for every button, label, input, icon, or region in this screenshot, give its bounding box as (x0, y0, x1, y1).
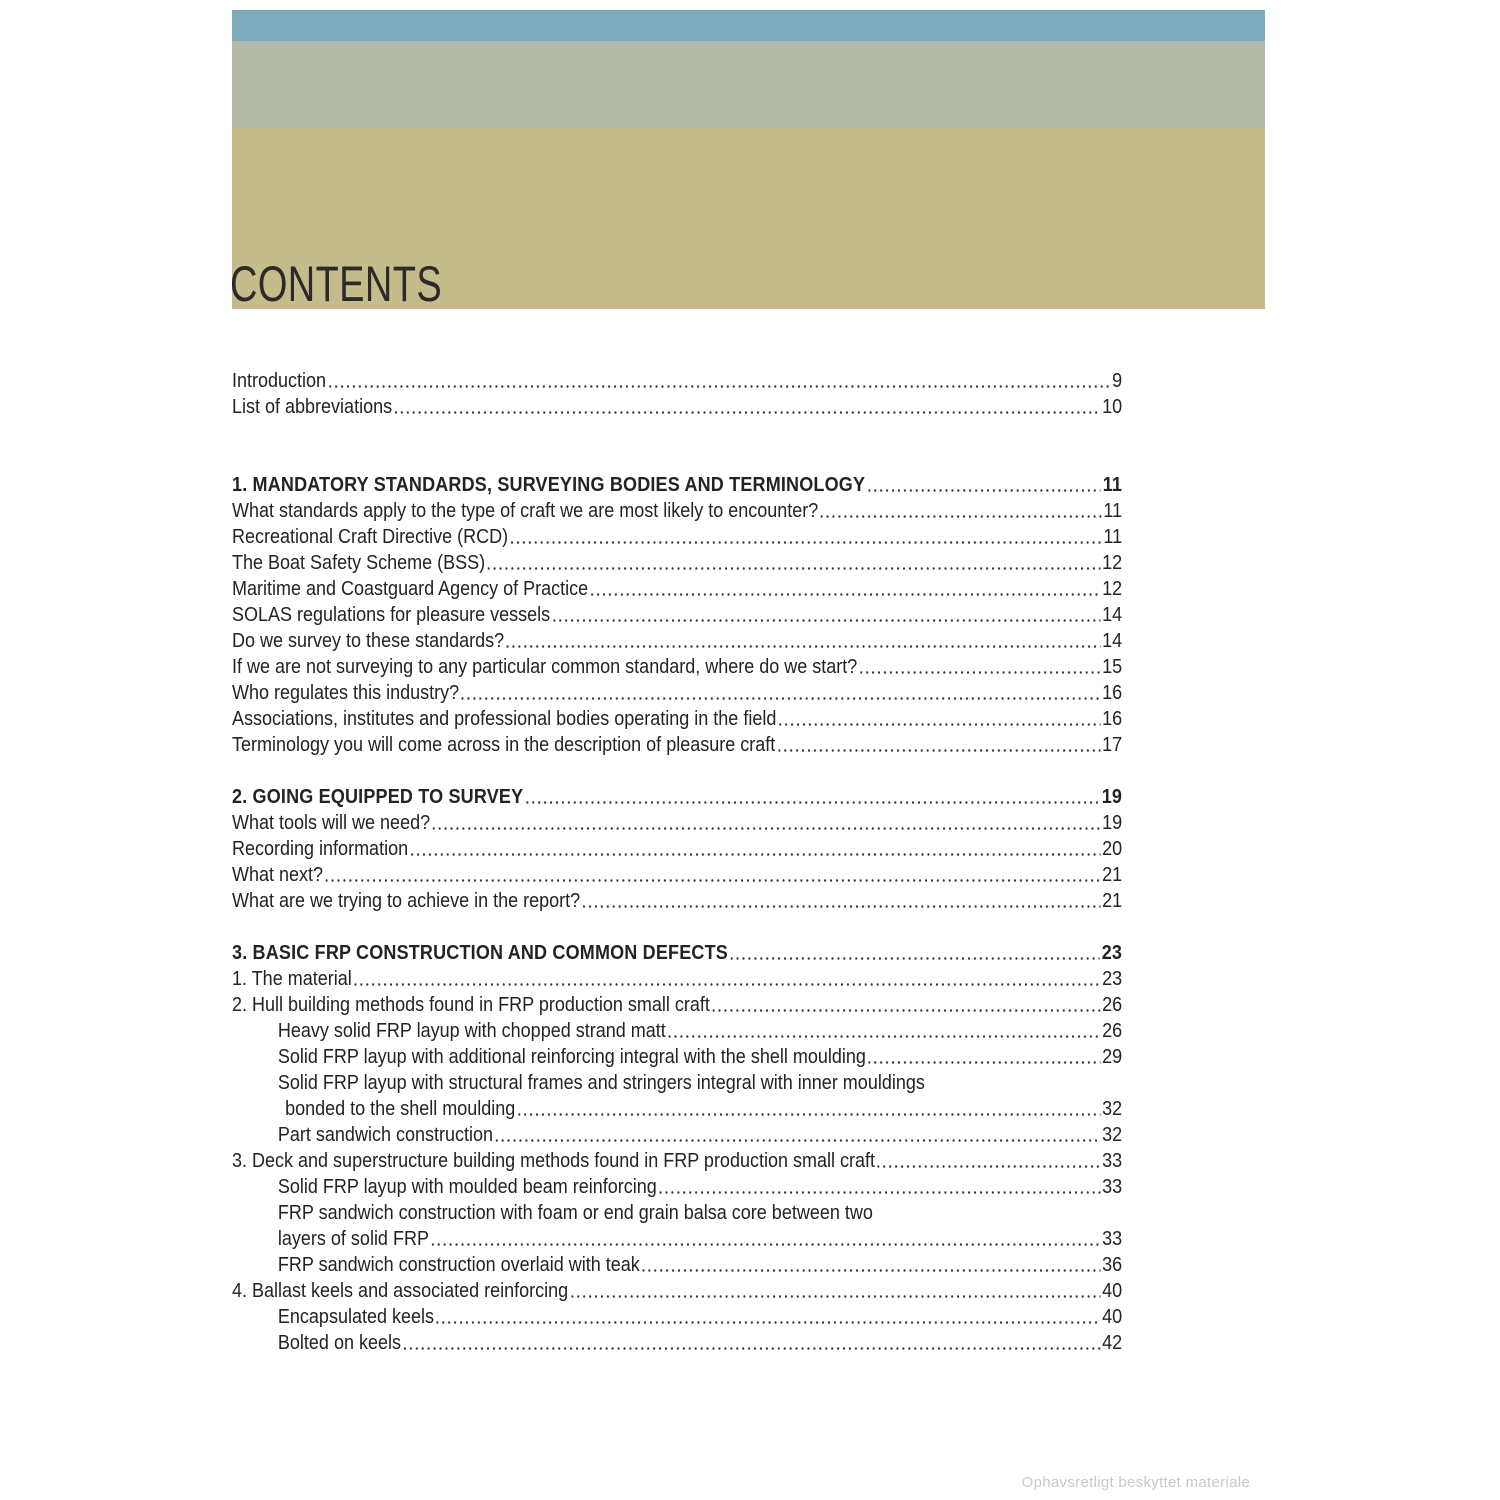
toc-entry-label: layers of solid FRP (277, 1228, 429, 1250)
toc-entry-label: Terminology you will come across in the description of pleasure craft (232, 734, 776, 756)
toc-entry-label: Solid FRP layup with moulded beam reinforcing (277, 1176, 657, 1198)
dot-leader (571, 1293, 1100, 1300)
toc-entry-label: Introduction (232, 370, 327, 392)
toc-page-number: 12 (1102, 578, 1123, 600)
toc-entry (232, 888, 1122, 914)
toc-entry-label: Who regulates this industry? (232, 682, 460, 704)
toc-entry (232, 810, 1122, 836)
toc-section-heading (232, 784, 1122, 810)
toc-entry (232, 992, 1122, 1018)
toc-entry-label: Bolted on keels (277, 1332, 401, 1354)
toc-entry (232, 1278, 1122, 1304)
toc-page-number: 42 (1102, 1332, 1123, 1354)
toc-entry-label: 1. The material (232, 968, 352, 990)
toc-entry-label: Solid FRP layup with structural frames and stringers integral with inner mouldings (277, 1072, 925, 1094)
toc-entry (232, 1226, 1122, 1252)
dot-leader (326, 877, 1101, 884)
dot-leader (869, 1059, 1101, 1066)
toc-entry (232, 628, 1122, 654)
toc-section (232, 784, 1122, 914)
toc-entry (232, 1070, 1122, 1096)
toc-page-number: 23 (1102, 968, 1123, 990)
toc-page-number: 11 (1103, 500, 1123, 522)
dot-leader (433, 825, 1100, 832)
toc-entry (232, 368, 1122, 394)
dot-leader (583, 903, 1100, 910)
dot-leader (496, 1137, 1101, 1144)
dot-leader (507, 643, 1100, 650)
toc-entry (232, 602, 1122, 628)
dot-leader (526, 799, 1100, 806)
toc-entry (232, 1148, 1122, 1174)
toc-entry (232, 966, 1122, 992)
dot-leader (462, 695, 1100, 702)
toc-entry (232, 1200, 1122, 1226)
toc-entry-label: 4. Ballast keels and associated reinforcing (232, 1280, 569, 1302)
dot-leader (553, 617, 1100, 624)
toc-entry (232, 732, 1122, 758)
toc-page-number: 12 (1102, 552, 1123, 574)
toc-entry (232, 1304, 1122, 1330)
toc-page-number: 26 (1102, 994, 1123, 1016)
toc-entry-label: What standards apply to the type of craft we are most likely to encounter? (232, 500, 819, 522)
dot-leader (868, 487, 1101, 494)
toc-page-number: 33 (1102, 1228, 1123, 1250)
toc-entry (232, 1122, 1122, 1148)
table-of-contents (232, 368, 1122, 1356)
toc-entry (232, 1096, 1122, 1122)
dot-leader (778, 747, 1100, 754)
dot-leader (591, 591, 1100, 598)
dot-leader (860, 669, 1100, 676)
toc-page-number: 36 (1102, 1254, 1123, 1276)
toc-entry (232, 654, 1122, 680)
toc-page-number: 29 (1102, 1046, 1123, 1068)
toc-entry-label: Solid FRP layup with additional reinforcing integral with the shell moulding (277, 1046, 866, 1068)
toc-entry-label: What next? (232, 864, 324, 886)
toc-entry-label: 1. MANDATORY STANDARDS, SURVEYING BODIES AND TERMINOLOGY (232, 474, 866, 496)
dot-leader (411, 851, 1100, 858)
dot-leader (779, 721, 1100, 728)
toc-page-number: 11 (1102, 474, 1123, 496)
toc-entry (232, 1044, 1122, 1070)
toc-entry-label: Do we survey to these standards? (232, 630, 505, 652)
dot-leader (511, 539, 1102, 546)
toc-entry-label: Recording information (232, 838, 409, 860)
dot-leader (659, 1189, 1100, 1196)
toc-entry-label: List of abbreviations (232, 396, 393, 418)
toc-page-number: 16 (1102, 682, 1123, 704)
copyright-watermark: Ophavsretligt beskyttet materiale (1021, 1474, 1250, 1491)
toc-entry (232, 1174, 1122, 1200)
toc-entry (232, 706, 1122, 732)
banner-band-gray (232, 41, 1265, 128)
toc-entry-label: Maritime and Coastguard Agency of Practice (232, 578, 589, 600)
toc-entry (232, 550, 1122, 576)
toc-entry-label: Recreational Craft Directive (RCD) (232, 526, 509, 548)
toc-entry (232, 1252, 1122, 1278)
toc-page-number: 40 (1102, 1306, 1123, 1328)
dot-leader (518, 1111, 1100, 1118)
toc-entry-label: Associations, institutes and professional bodies operating in the field (232, 708, 777, 730)
toc-entry (232, 1330, 1122, 1356)
toc-entry (232, 836, 1122, 862)
dot-leader (713, 1007, 1101, 1014)
toc-section (232, 940, 1122, 1356)
toc-page-number: 23 (1101, 942, 1123, 964)
toc-entry (232, 862, 1122, 888)
toc-page-number: 33 (1102, 1150, 1123, 1172)
toc-page-number: 32 (1102, 1124, 1123, 1146)
toc-entry-label: 3. BASIC FRP CONSTRUCTION AND COMMON DEFECTS (232, 942, 728, 964)
toc-entry-label: The Boat Safety Scheme (BSS) (232, 552, 486, 574)
toc-entry-label: Part sandwich construction (277, 1124, 494, 1146)
toc-page-number: 16 (1102, 708, 1123, 730)
dot-leader (731, 955, 1100, 962)
toc-entry (232, 498, 1122, 524)
dot-leader (395, 409, 1100, 416)
toc-front-matter (232, 368, 1122, 420)
banner-band-blue (232, 10, 1265, 41)
toc-page-number: 11 (1103, 526, 1123, 548)
header-banner (230, 10, 1265, 312)
toc-entry-label: Encapsulated keels (277, 1306, 435, 1328)
page-title: CONTENTS (230, 256, 443, 312)
dot-leader (642, 1267, 1100, 1274)
toc-page-number: 21 (1102, 864, 1123, 886)
toc-page-number: 17 (1102, 734, 1123, 756)
toc-page-number: 14 (1102, 604, 1123, 626)
banner-band-khaki (230, 128, 1265, 312)
toc-entry (232, 680, 1122, 706)
dot-leader (878, 1163, 1101, 1170)
toc-entry (232, 524, 1122, 550)
toc-page-number: 9 (1112, 370, 1123, 392)
toc-entry-label: 2. GOING EQUIPPED TO SURVEY (232, 786, 524, 808)
toc-page-number: 10 (1102, 396, 1123, 418)
dot-leader (329, 383, 1111, 390)
toc-entry-label: SOLAS regulations for pleasure vessels (232, 604, 551, 626)
toc-entry-label: What tools will we need? (232, 812, 431, 834)
toc-entry (232, 1018, 1122, 1044)
dot-leader (437, 1319, 1101, 1326)
toc-page-number: 21 (1102, 890, 1123, 912)
toc-page-number: 15 (1102, 656, 1123, 678)
dot-leader (404, 1345, 1101, 1352)
toc-page-number: 19 (1101, 786, 1123, 808)
dot-leader (488, 565, 1100, 572)
toc-entry-label: 2. Hull building methods found in FRP production small craft (232, 994, 710, 1016)
toc-page-number: 20 (1102, 838, 1123, 860)
toc-entry-label: Heavy solid FRP layup with chopped strand matt (277, 1020, 666, 1042)
toc-entry-label: What are we trying to achieve in the report? (232, 890, 581, 912)
toc-entry-label: FRP sandwich construction overlaid with teak (277, 1254, 640, 1276)
toc-page-number: 32 (1102, 1098, 1123, 1120)
dot-leader (821, 513, 1102, 520)
toc-page-number: 33 (1102, 1176, 1123, 1198)
dot-leader (668, 1033, 1100, 1040)
toc-entry-label: FRP sandwich construction with foam or end grain balsa core between two (277, 1202, 873, 1224)
toc-entry-label: If we are not surveying to any particular common standard, where do we start? (232, 656, 858, 678)
dot-leader (432, 1241, 1101, 1248)
toc-page-number: 19 (1102, 812, 1123, 834)
toc-entry-label: 3. Deck and superstructure building methods found in FRP production small craft (232, 1150, 876, 1172)
toc-entry (232, 576, 1122, 602)
toc-section-heading (232, 472, 1122, 498)
toc-page-number: 14 (1102, 630, 1123, 652)
toc-section-heading (232, 940, 1122, 966)
dot-leader (354, 981, 1100, 988)
toc-entry-label: bonded to the shell moulding (285, 1098, 516, 1120)
toc-entry (232, 394, 1122, 420)
toc-page-number: 26 (1102, 1020, 1123, 1042)
toc-section (232, 472, 1122, 758)
toc-page-number: 40 (1102, 1280, 1123, 1302)
